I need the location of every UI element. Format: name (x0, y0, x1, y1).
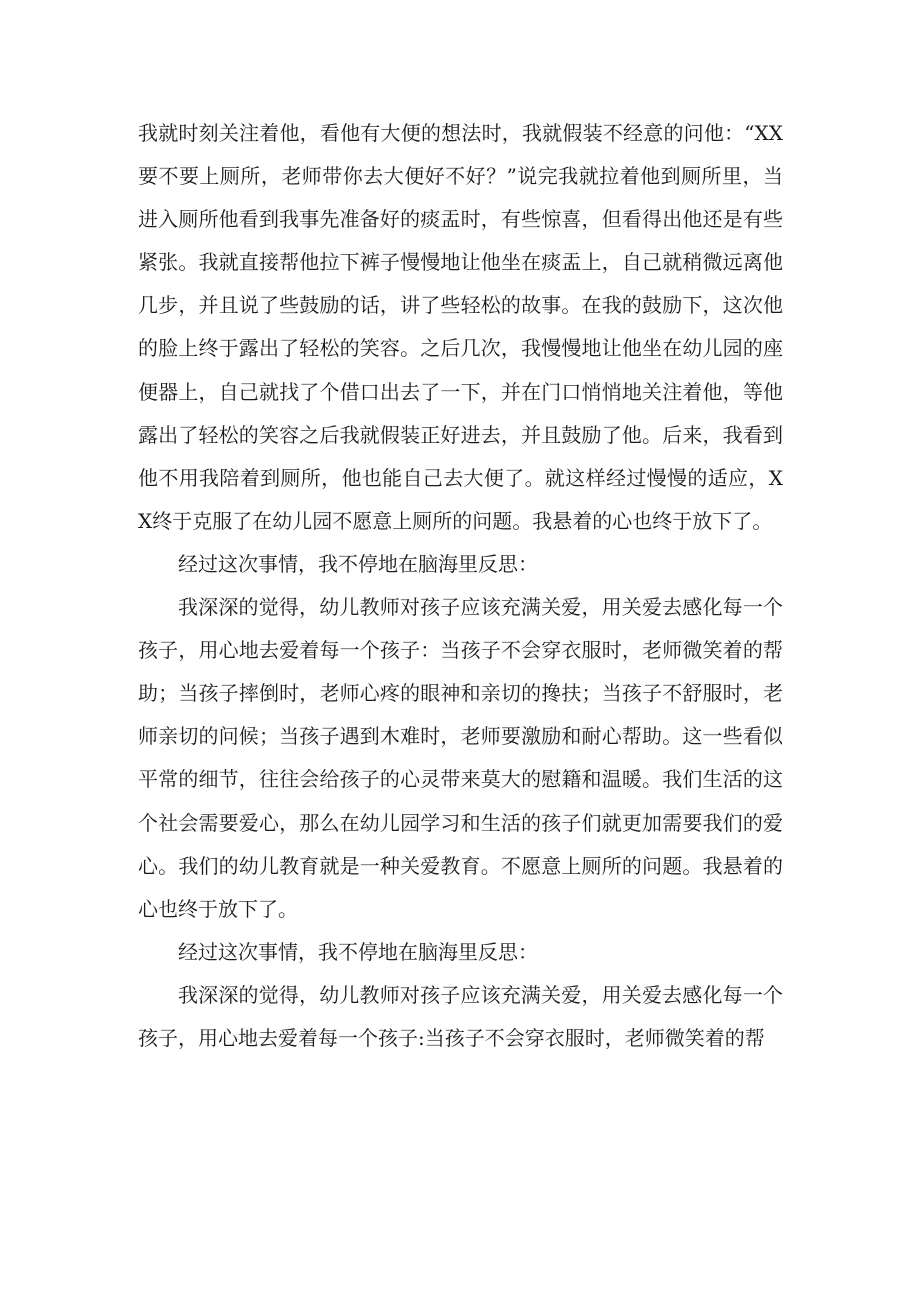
paragraph-reflection-intro: 经过这次事情，我不停地在脑海里反思： (178, 551, 538, 576)
paragraph-reflection-partial: 我深深的觉得，幼儿教师对孩子应该充满关爱，用关爱去感化每一个孩子，用心地去爱着每一个孩子:当孩子不会穿衣服时，老师微笑着的帮 (138, 982, 783, 1050)
paragraph-story: 我就时刻关注着他，看他有大便的想法时，我就假装不经意的问他：“XX要不要上厕所，老师带你去大便好不好？”说完我就拉着他到厕所里，当进入厕所他看到我事先准备好的痰盂时，有些惊喜，但看得出他还是有些紧张。我就直接帮他拉下裤子慢慢地让他坐在痰盂上，自己就稍微远离他几步，并且说了些鼓励的话，讲了些轻松的故事。在我的鼓励下，这次他的脸上终于露出了轻松的笑容。之后几次，我慢慢地让他坐在幼儿园的座便器上，自己就找了个借口出去了一下，并在门口悄悄地关注着他，等他露出了轻松的笑容之后我就假装正好进去，并且鼓励了他。后来，我看到他不用我陪着到厕所，他也能自己去大便了。就这样经过慢慢的适应，XX终于克服了在幼儿园不愿意上厕所的问题。我悬着的心也终于放下了。 (138, 121, 783, 533)
paragraph-reflection-intro-repeat: 经过这次事情，我不停地在脑海里反思： (178, 939, 538, 964)
body-text (138, 112, 783, 1060)
paragraph-reflection: 我深深的觉得，幼儿教师对孩子应该充满关爱，用关爱去感化每一个孩子，用心地去爱着每一个孩子：当孩子不会穿衣服时，老师微笑着的帮助；当孩子摔倒时，老师心疼的眼神和亲切的搀扶；当孩子不舒服时，老师亲切的问候；当孩子遇到木难时，老师要激励和耐心帮助。这一些看似平常的细节，往往会给孩子的心灵带来莫大的慰籍和温暖。我们生活的这个社会需要爱心，那么在幼儿园学习和生活的孩子们就更加需要我们的爱心。我们的幼儿教育就是一种关爱教育。不愿意上厕所的问题。我悬着的心也终于放下了。 (138, 595, 783, 921)
